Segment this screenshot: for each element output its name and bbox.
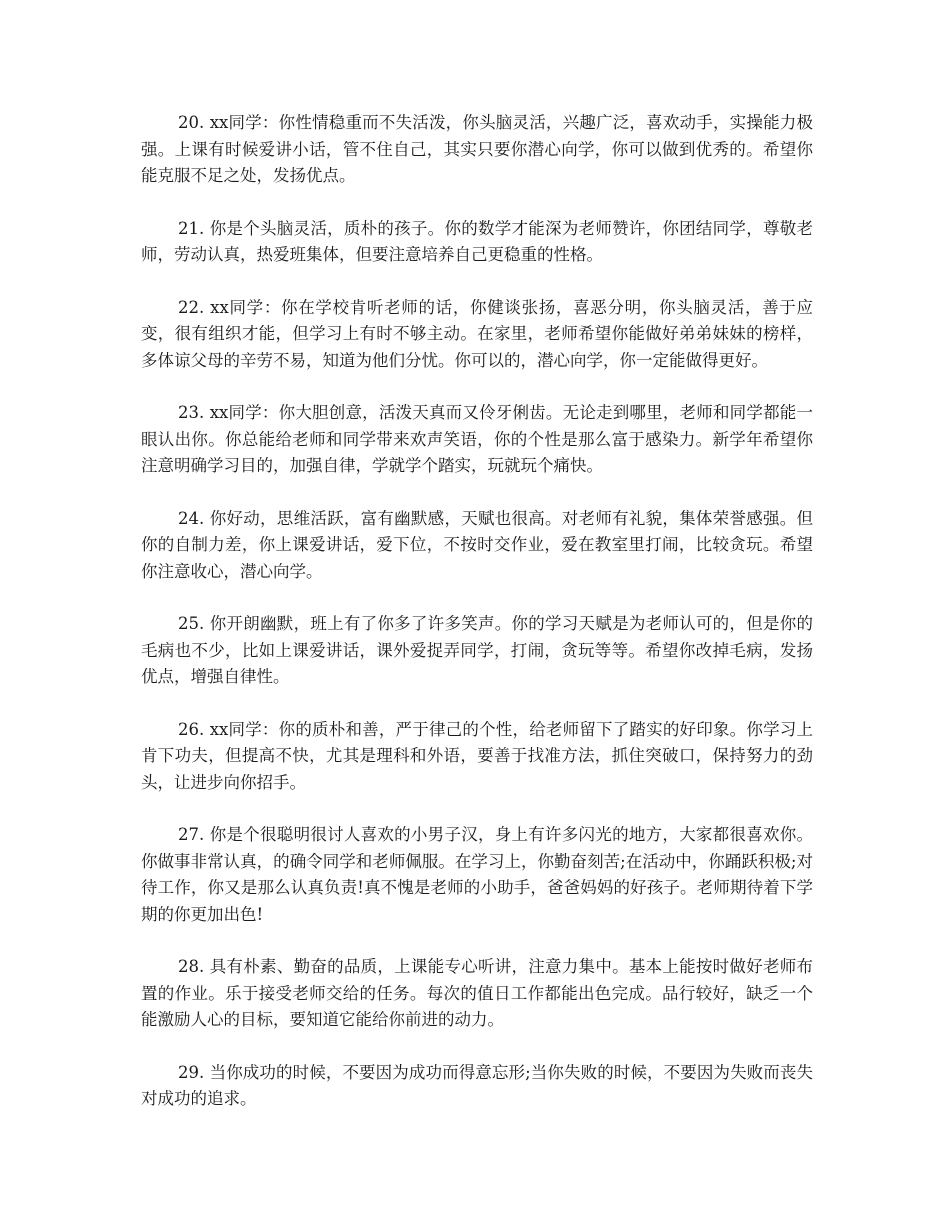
comment-paragraph-29: 29. 当你成功的时候，不要因为成功而得意忘形;当你失败的时候，不要因为失败而丧失对成功的追求。 xyxy=(141,1062,813,1108)
comment-paragraph-21: 21. 你是个头脑灵活，质朴的孩子。你的数学才能深为老师赞许，你团结同学，尊敬老师，劳动认真，热爱班集体，但要注意培养自己更稳重的性格。 xyxy=(141,218,813,264)
document-body xyxy=(141,110,813,1139)
comment-paragraph-28: 28. 具有朴素、勤奋的品质，上课能专心听讲，注意力集中。基本上能按时做好老师布置的作业。乐于接受老师交给的任务。每次的值日工作都能出色完成。品行较好，缺乏一个能激励人心的目标，要知道它能给你前进的动力。 xyxy=(141,957,813,1029)
comment-paragraph-22: 22. xx同学：你在学校肯听老师的话，你健谈张扬，喜恶分明，你头脑灵活，善于应变，很有组织才能，但学习上有时不够主动。在家里，老师希望你能做好弟弟妹妹的榜样，多体谅父母的辛劳不易，知道为他们分忧。你可以的，潜心向学，你一定能做得更好。 xyxy=(141,297,813,370)
comment-paragraph-20: 20. xx同学：你性情稳重而不失活泼，你头脑灵活，兴趣广泛，喜欢动手，实操能力极强。上课有时候爱讲小话，管不住自己，其实只要你潜心向学，你可以做到优秀的。希望你能克服不足之处，发扬优点。 xyxy=(141,113,813,185)
comment-paragraph-26: 26. xx同学：你的质朴和善，严于律己的个性，给老师留下了踏实的好印象。你学习上肯下功夫，但提高不快，尤其是理科和外语，要善于找准方法，抓住突破口，保持努力的劲头，让进步向你招手。 xyxy=(141,719,813,792)
comment-paragraph-24: 24. 你好动，思维活跃，富有幽默感，天赋也很高。对老师有礼貌，集体荣誉感强。但你的自制力差，你上课爱讲话，爱下位，不按时交作业，爱在教室里打闹，比较贪玩。希望你注意收心，潜心向学。 xyxy=(141,508,813,581)
comment-paragraph-27: 27. 你是个很聪明很讨人喜欢的小男子汉，身上有许多闪光的地方，大家都很喜欢你。你做事非常认真，的确令同学和老师佩服。在学习上，你勤奋刻苦;在活动中，你踊跃积极;对待工作，你又是那么认真负责!真不愧是老师的小助手，爸爸妈妈的好孩子。老师期待着下学期的你更加出色! xyxy=(141,825,813,924)
comment-paragraph-23: 23. xx同学：你大胆创意，活泼天真而又伶牙俐齿。无论走到哪里，老师和同学都能一眼认出你。你总能给老师和同学带来欢声笑语，你的个性是那么富于感染力。新学年希望你注意明确学习目的，加强自律，学就学个踏实，玩就玩个痛快。 xyxy=(141,403,813,475)
comment-paragraph-25: 25. 你开朗幽默，班上有了你多了许多笑声。你的学习天赋是为老师认可的，但是你的毛病也不少，比如上课爱讲话，课外爱捉弄同学，打闹，贪玩等等。希望你改掉毛病，发扬优点，增强自律性。 xyxy=(141,614,813,686)
